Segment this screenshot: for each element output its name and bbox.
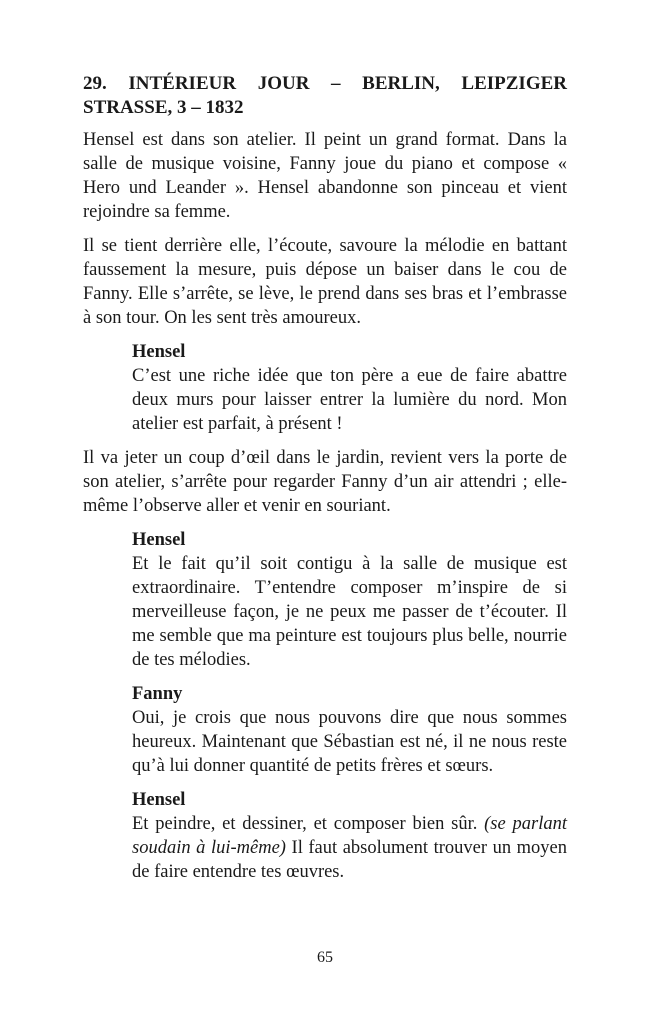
dialogue-block: [132, 788, 567, 884]
dialogue-block: [132, 340, 567, 436]
character-name: Hensel: [132, 342, 186, 362]
dialogue-text-before: Et peindre, et dessiner, et composer bien sûr.: [132, 814, 485, 834]
action-paragraph: Il va jeter un coup d’œil dans le jardin, revient vers la porte de son atelier, s’arrête pour regarder Fanny d’un air attendri ; elle-même l’observe aller et venir en souriant.: [83, 448, 567, 516]
dialogue-text: Et le fait qu’il soit contigu à la salle de musique est extraordinaire. T’entendre composer m’inspire de si merveilleuse façon, je ne peux me passer de t’écouter. Il me semble que ma peinture est toujours plus belle, nourrie de tes mélodies.: [132, 554, 567, 670]
character-name: Hensel: [132, 790, 186, 810]
dialogue-text: Oui, je crois que nous pouvons dire que nous sommes heureux. Maintenant que Sébastian est né, il ne nous reste qu’à lui donner quantité de petits frères et sœurs.: [132, 708, 567, 776]
dialogue-text: C’est une riche idée que ton père a eue de faire abattre deux murs pour laisser entrer la lumière du nord. Mon atelier est parfait, à présent !: [132, 366, 567, 434]
scene-heading: 29. INTÉRIEUR JOUR – BERLIN, LEIPZIGER STRASSE, 3 – 1832: [83, 73, 567, 118]
action-paragraph: Il se tient derrière elle, l’écoute, savoure la mélodie en battant faussement la mesure, puis dépose un baiser dans le cou de Fanny. Elle s’arrête, se lève, le prend dans ses bras et l’embrasse à son tour. On les sent très amoureux.: [83, 236, 567, 328]
dialogue-block: [132, 528, 567, 672]
dialogue-text: [132, 812, 567, 884]
screenplay-page: [83, 72, 567, 894]
dialogue-block: [132, 682, 567, 778]
dialogue-text-after: Il faut absolument trouver un moyen de faire entendre tes œuvres.: [132, 838, 567, 882]
page-number: 65: [317, 949, 333, 966]
character-name: Fanny: [132, 684, 183, 704]
action-paragraph: Hensel est dans son atelier. Il peint un grand format. Dans la salle de musique voisine, Fanny joue du piano et compose « Hero und Leander ». Hensel abandonne son pinceau et vient rejoindre sa femme.: [83, 130, 567, 222]
character-name: Hensel: [132, 530, 186, 550]
parenthetical: (se parlant soudain à lui-même): [132, 814, 567, 858]
